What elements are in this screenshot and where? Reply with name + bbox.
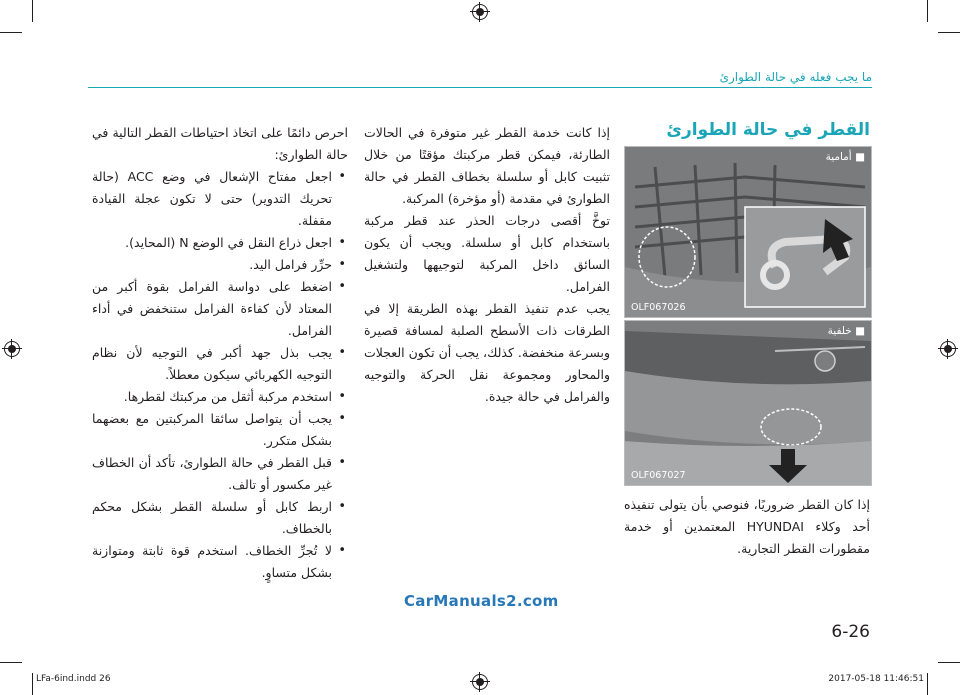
- registration-mark-icon: [4, 341, 20, 357]
- list-item: • يجب بذل جهد أكبر في التوجيه لأن نظام التوجيه الكهربائي سيكون معطلاً.: [92, 342, 332, 386]
- watermark: CarManuals2.com: [404, 592, 559, 610]
- left-column: [92, 122, 348, 584]
- paragraph: إذا كانت خدمة القطر غير متوفرة في الحالات الطارئة، فيمكن قطر مركبتك مؤقتًا من خلال تثبيت كابل أو سلسلة بخطاف القطر في حالة الطوارئ في مقدمة (أو مؤخرة) المركبة.: [364, 125, 610, 206]
- list-item: • حرِّر فرامل اليد.: [92, 254, 332, 276]
- precautions-list: [92, 166, 348, 584]
- figure-code: OLF067027: [631, 470, 686, 481]
- rear-tow-hook-figure: [624, 320, 872, 486]
- registration-mark-icon: [940, 341, 956, 357]
- rear-bumper-illustration: [625, 321, 871, 485]
- figure-code: OLF067026: [631, 302, 686, 313]
- list-item: • قبل القطر في حالة الطوارئ، تأكد أن الخطاف غير مكسور أو تالف.: [92, 452, 332, 496]
- list-item: • يجب أن يتواصل سائقا المركبتين مع بعضهما بشكل متكرر.: [92, 408, 332, 452]
- registration-mark-icon: [472, 4, 488, 20]
- header-rule: [88, 87, 872, 88]
- registration-mark-icon: [472, 674, 488, 690]
- figure-caption: ■ أمامية: [825, 151, 865, 163]
- page-number: 6-26: [831, 622, 870, 642]
- list-item: • اربط كابل أو سلسلة القطر بشكل محكم بالخطاف.: [92, 496, 332, 540]
- front-bumper-illustration: [625, 147, 871, 317]
- paragraph: يجب عدم تنفيذ القطر بهذه الطريقة إلا في الطرقات ذات الأسطح الصلبة لمسافة قصيرة وبسرعة منخفضة. كذلك، يجب أن تكون العجلات والمحاور ومجموعة نقل الحركة والتوجيه والفرامل في حالة جيدة.: [364, 301, 610, 404]
- list-item: • اجعل مفتاح الإشعال في وضع ACC (حالة تحريك التدوير) حتى لا تكون عجلة القيادة مقفلة.: [92, 166, 332, 232]
- section-title: القطر في حالة الطوارئ: [666, 120, 870, 140]
- list-item: • اضغط على دواسة الفرامل بقوة أكبر من المعتاد لأن كفاءة الفرامل ستنخفض في أداء الفرامل.: [92, 276, 332, 342]
- figure-caption: ■ خلفية: [827, 325, 865, 337]
- front-tow-hook-figure: [624, 146, 872, 318]
- footer-date: 2017-05-18 11:46:51: [828, 674, 924, 684]
- list-item: • استخدم مركبة أثقل من مركبتك لقطرها.: [92, 386, 332, 408]
- footer-file: LFa-6ind.indd 26: [36, 674, 111, 684]
- middle-column: [364, 122, 610, 408]
- paragraph: توخَّ أقصى درجات الحذر عند قطر مركبة باستخدام كابل أو سلسلة. ويجب أن يكون السائق داخل المركبة لتوجيهها ولتشغيل الفرامل.: [364, 213, 610, 294]
- list-item: • لا تُجرِّ الخطاف. استخدم قوة ثابتة ومتوازنة بشكل متساوٍ.: [92, 540, 332, 584]
- running-header: ما يجب فعله في حالة الطوارئ: [719, 70, 872, 84]
- right-paragraph: إذا كان القطر ضروريًا، فنوصي بأن يتولى تنفيذه أحد وكلاء HYUNDAI المعتمدين أو خدمة مقطورات القطر التجارية.: [624, 497, 870, 556]
- intro-paragraph: احرص دائمًا على اتخاذ احتياطات القطر التالية في حالة الطوارئ:: [92, 125, 348, 162]
- list-item: • اجعل ذراع النقل في الوضع N (المحايد).: [92, 232, 332, 254]
